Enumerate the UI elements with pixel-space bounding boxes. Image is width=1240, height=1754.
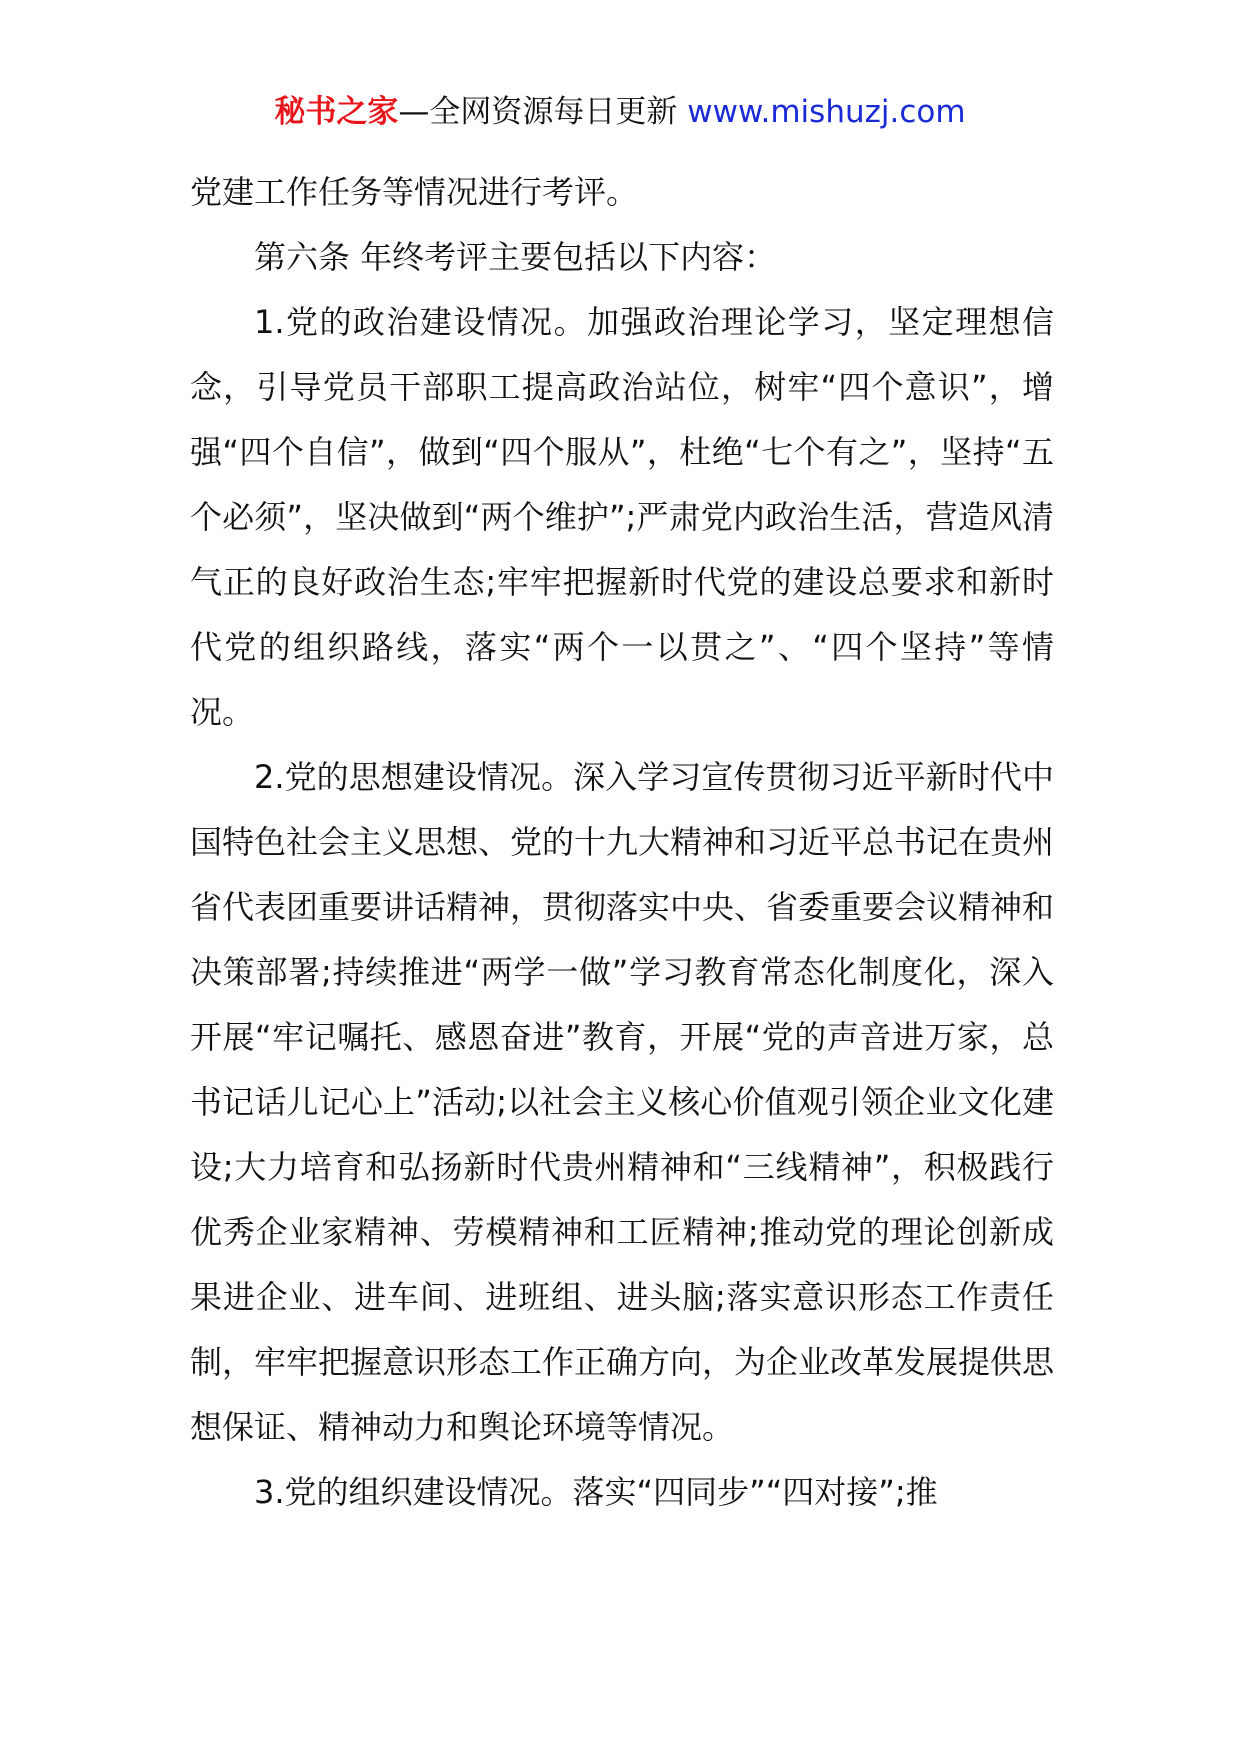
- paragraph-ideological-construction: 2.党的思想建设情况。深入学习宣传贯彻习近平新时代中国特色社会主义思想、党的十九大精神和习近平总书记在贵州省代表团重要讲话精神，贯彻落实中央、省委重要会议精神和决策部署;持续推进“两学一做”学习教育常态化制度化，深入开展“牢记嘱托、感恩奋进”教育，开展“党的声音进万家，总书记话儿记心上”活动;以社会主义核心价值观引领企业文化建设;大力培育和弘扬新时代贵州精神和“三线精神”，积极践行优秀企业家精神、劳模精神和工匠精神;推动党的理论创新成果进企业、进车间、进班组、进头脑;落实意识形态工作责任制，牢牢把握意识形态工作正确方向，为企业改革发展提供思想保证、精神动力和舆论环境等情况。: [190, 758, 1055, 1446]
- paragraph-article-six: 第六条 年终考评主要包括以下内容：: [254, 238, 777, 276]
- paragraph-organizational-construction: 3.党的组织建设情况。落实“四同步”“四对接”;推: [254, 1473, 938, 1511]
- site-url-link[interactable]: www.mishuzj.com: [687, 94, 966, 130]
- header-tagline: —全网资源每日更新: [398, 94, 678, 130]
- site-header: [0, 92, 1240, 132]
- brand-name: 秘书之家: [274, 94, 399, 130]
- paragraph-political-construction: 1.党的政治建设情况。加强政治理论学习，坚定理想信念，引导党员干部职工提高政治站位，树牢“四个意识”，增强“四个自信”，做到“四个服从”，杜绝“七个有之”，坚持“五个必须”，坚决做到“两个维护”;严肃党内政治生活，营造风清气正的良好政治生态;牢牢把握新时代党的建设总要求和新时代党的组织路线，落实“两个一以贯之”、“四个坚持”等情况。: [190, 303, 1054, 731]
- paragraph-continuation: 党建工作任务等情况进行考评。: [190, 173, 639, 211]
- document-body: [190, 160, 1054, 1525]
